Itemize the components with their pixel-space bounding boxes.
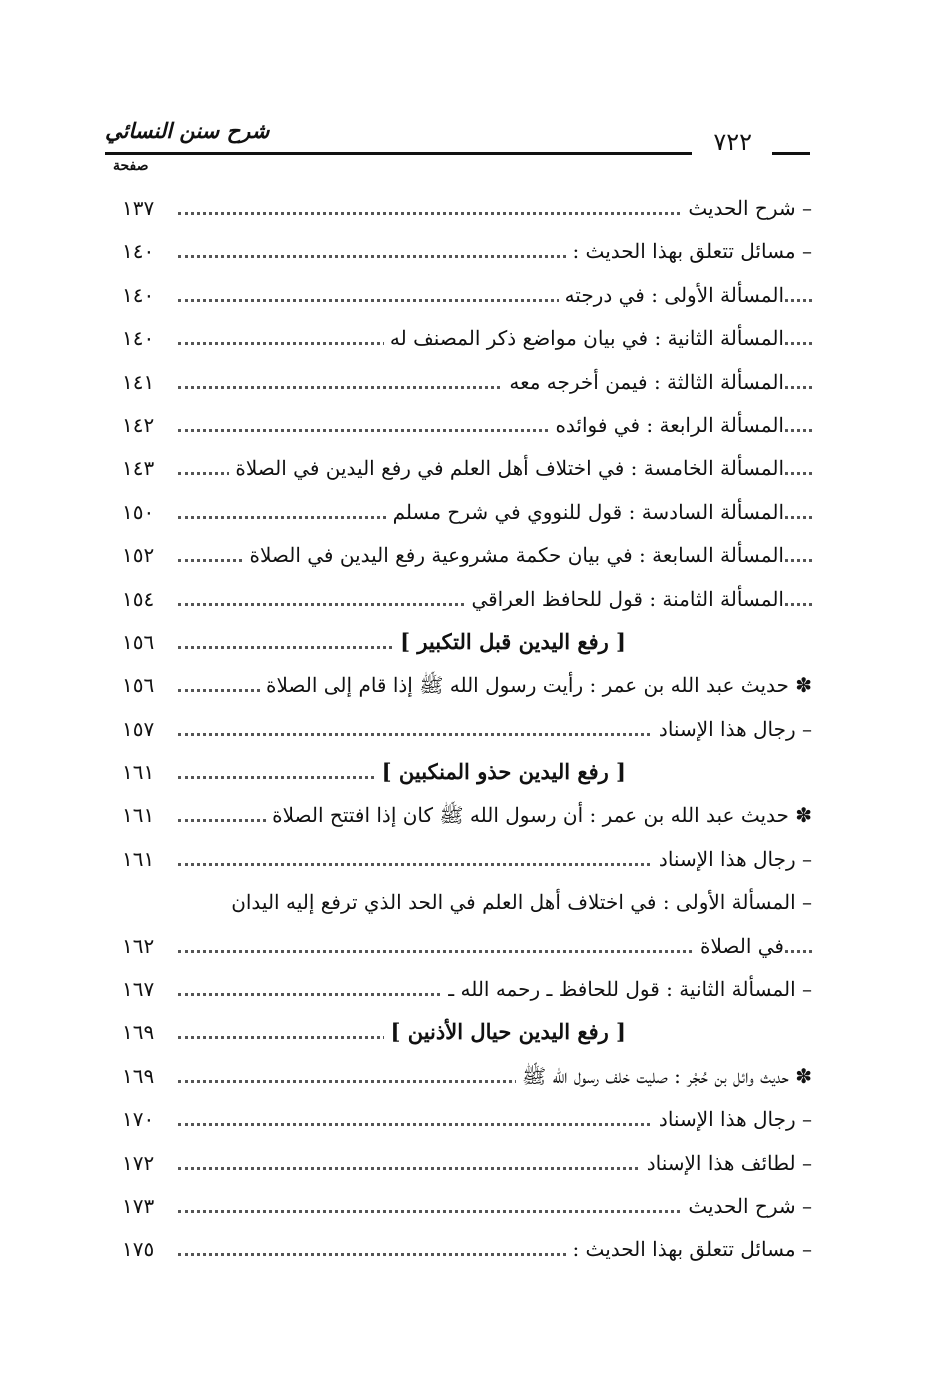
- toc-page-number: ١٥٠: [122, 499, 155, 524]
- toc-page-number: ١٤٠: [122, 239, 155, 264]
- toc-entry-text: – المسألة الثانية : قول للحافظ ـ رحمه الله ـ: [442, 971, 812, 1007]
- toc-page-number: ١٦١: [122, 846, 155, 871]
- toc-entry: [122, 884, 812, 927]
- toc-entry: [122, 971, 812, 1014]
- toc-page-number: ١٧٥: [122, 1237, 155, 1262]
- toc-page-number: ١٦١: [122, 803, 155, 828]
- toc-entry: [122, 1231, 812, 1274]
- toc-entry: [122, 797, 812, 840]
- toc-entry-text: ✽ حديث عبد الله بن عمر : رأيت رسول الله ﷺ إذا قام إلى الصلاة: [260, 667, 812, 703]
- toc-page-number: ١٣٧: [122, 196, 155, 220]
- toc-entry-text: – المسألة الأولى : في اختلاف أهل العلم في الحد الذي ترفع إليه اليدان: [225, 884, 812, 920]
- toc-entry-text: – لطائف هذا الإسناد: [641, 1145, 812, 1181]
- toc-page-number: ١٤٠: [122, 282, 155, 307]
- toc-page-number: ١٦٢: [122, 933, 155, 958]
- toc-entry: [122, 1145, 812, 1188]
- page-number-rule: [772, 152, 810, 155]
- toc-entry: [122, 711, 812, 754]
- toc-entry: [122, 277, 812, 320]
- toc-entry-text: – رجال هذا الإسناد: [653, 711, 812, 747]
- toc-entry-text: ✽ حديث وائل بن حُجْر : صليت خلف رسول الله ﷺ: [516, 1058, 812, 1094]
- toc-section-heading: [122, 624, 812, 667]
- toc-page-number: ١٧٢: [122, 1150, 155, 1175]
- toc-entry-text: المسألة الثانية : في بيان مواضع ذكر المصنف له: [384, 320, 784, 356]
- toc-entry: [122, 364, 812, 407]
- toc-entry-text: المسألة الثالثة : فيمن أخرجه معه: [503, 364, 784, 400]
- toc-page-number: ١٤٣: [122, 456, 155, 481]
- toc-page-number: ١٦٩: [122, 1020, 155, 1045]
- toc-page-number: ١٥٦: [122, 673, 155, 698]
- book-title: شرح سنن النسائي: [105, 118, 270, 143]
- toc-entry-text: – شرح الحديث: [682, 190, 812, 226]
- toc-section-heading: [122, 1014, 812, 1057]
- toc-entry: [122, 450, 812, 493]
- toc-entry: [122, 233, 812, 276]
- toc-entry-text: – مسائل تتعلق بهذا الحديث :: [566, 233, 812, 269]
- toc-entry-text: المسألة السادسة : قول للنووي في شرح مسلم: [387, 494, 784, 530]
- header-rule: [105, 152, 692, 155]
- toc-entry-text: ✽ حديث عبد الله بن عمر : أن رسول الله ﷺ كان إذا افتتح الصلاة: [266, 797, 812, 833]
- toc-entry-text: [ رفع اليدين حذو المنكبين ]: [376, 754, 626, 790]
- toc-entry-text: في الصلاة: [694, 928, 784, 964]
- toc-entry-text: المسألة الخامسة : في اختلاف أهل العلم في رفع اليدين في الصلاة: [229, 450, 784, 486]
- page-column-label: صفحة: [113, 158, 149, 174]
- toc-entry: [122, 190, 812, 233]
- table-of-contents: [122, 190, 812, 1275]
- toc-page-number: ١٤٠: [122, 326, 155, 351]
- toc-page-number: ١٧٣: [122, 1193, 155, 1218]
- toc-page-number: ١٥٤: [122, 586, 155, 611]
- toc-entry: [122, 841, 812, 884]
- toc-entry: [122, 320, 812, 363]
- toc-page-number: ١٥٦: [122, 629, 155, 654]
- toc-entry-text: – شرح الحديث: [682, 1188, 812, 1224]
- toc-entry-text: – رجال هذا الإسناد: [653, 1101, 812, 1137]
- toc-entry-text: المسألة الأولى : في درجته: [559, 277, 784, 313]
- toc-entry: [122, 581, 812, 624]
- page-number: ٧٢٢: [713, 128, 752, 156]
- toc-page-number: ١٥٧: [122, 716, 155, 741]
- toc-entry: [122, 537, 812, 580]
- toc-entry: [122, 1188, 812, 1231]
- toc-entry-text: – رجال هذا الإسناد: [653, 841, 812, 877]
- toc-entry-text: [ رفع اليدين حيال الأذنين ]: [384, 1014, 626, 1050]
- toc-entry: [122, 407, 812, 450]
- toc-entry: [122, 667, 812, 710]
- toc-entry-text: المسألة السابعة : في بيان حكمة مشروعية رفع اليدين في الصلاة: [243, 537, 784, 573]
- toc-page-number: ١٤١: [122, 369, 155, 394]
- toc-section-heading: [122, 754, 812, 797]
- toc-page-number: ١٦٧: [122, 977, 155, 1002]
- toc-entry-text: المسألة الرابعة : في فوائده: [549, 407, 784, 443]
- toc-entry-text: – مسائل تتعلق بهذا الحديث :: [566, 1231, 812, 1267]
- toc-entry: [122, 928, 812, 971]
- toc-page-number: ١٦٩: [122, 1063, 155, 1088]
- page-header: [105, 112, 810, 172]
- toc-entry: [122, 1058, 812, 1101]
- toc-page-number: ١٧٠: [122, 1107, 155, 1132]
- toc-page-number: ١٦١: [122, 760, 155, 785]
- toc-entry-text: المسألة الثامنة : قول للحافظ العراقي: [465, 581, 784, 617]
- toc-entry: [122, 1101, 812, 1144]
- toc-entry-text: [ رفع اليدين قبل التكبير ]: [394, 624, 626, 660]
- toc-page-number: ١٥٢: [122, 543, 155, 568]
- toc-entry: [122, 494, 812, 537]
- toc-page-number: ١٤٢: [122, 412, 155, 437]
